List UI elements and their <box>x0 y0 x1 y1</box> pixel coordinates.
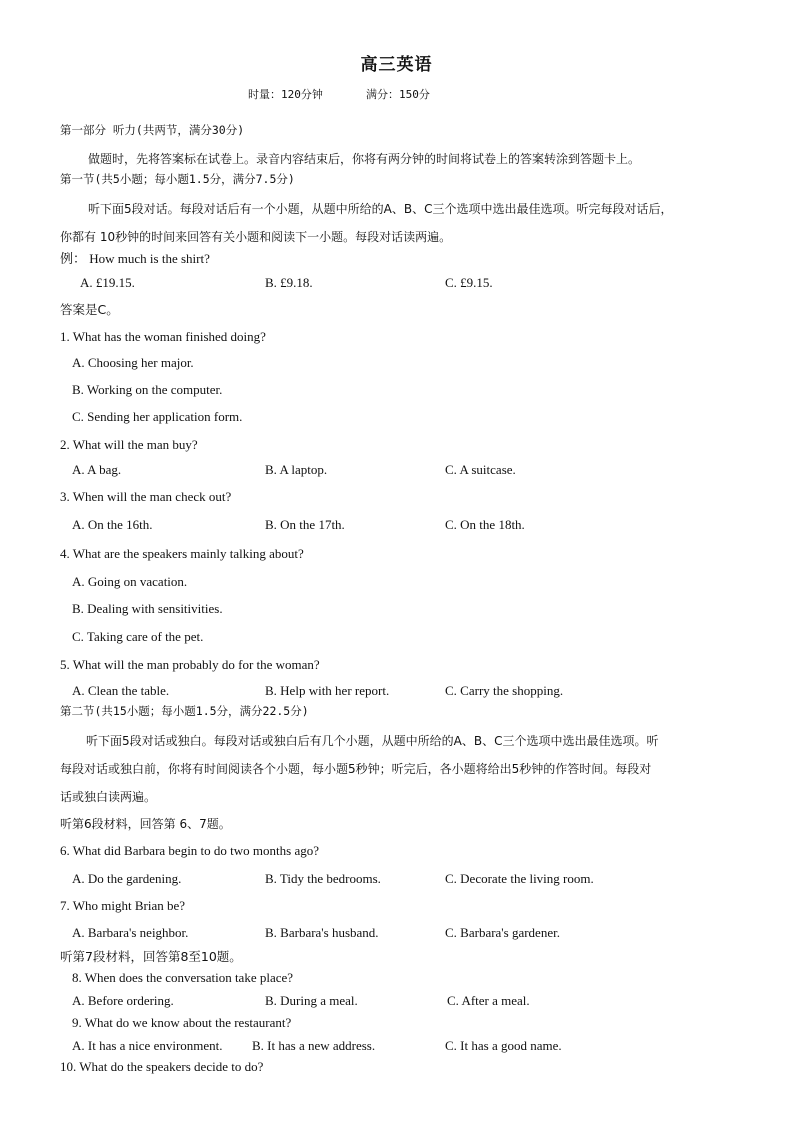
q5-option-b: B. Help with her report. <box>265 683 390 698</box>
q7-option-a: A. Barbara's neighbor. <box>72 925 189 940</box>
time-limit: 时量：120分钟 <box>248 88 323 101</box>
q1-option-b: B. Working on the computer. <box>72 382 223 397</box>
q4-option-a: A. Going on vacation. <box>72 574 188 589</box>
question-10: 10. What do the speakers decide to do? <box>60 1059 264 1074</box>
q9-option-a: A. It has a nice environment. <box>72 1038 223 1053</box>
q4-option-c: C. Taking care of the pet. <box>72 629 204 644</box>
q9-option-c: C. It has a good name. <box>445 1038 562 1053</box>
section1-instruction-line2: 你都有 10秒钟的时间来回答有关小题和阅读下一小题。每段对话读两遍。 <box>60 230 452 244</box>
q6-option-c: C. Decorate the living room. <box>445 871 594 886</box>
q2-option-c: C. A suitcase. <box>445 462 516 477</box>
section1-heading: 第一节(共5小题；每小题1.5分，满分7.5分) <box>60 172 295 186</box>
question-6: 6. What did Barbara begin to do two months ago? <box>60 843 319 858</box>
q8-option-c: C. After a meal. <box>447 993 530 1008</box>
example-question: 例： How much is the shirt? <box>60 251 210 266</box>
q4-option-b: B. Dealing with sensitivities. <box>72 601 223 616</box>
q5-option-a: A. Clean the table. <box>72 683 170 698</box>
section2-instruction-line2: 每段对话或独白前，你将有时间阅读各个小题，每小题5秒钟；听完后，各小题将给出5秒钟的作答时间。每段对 <box>60 762 652 776</box>
section2-heading: 第二节(共15小题；每小题1.5分，满分22.5分) <box>60 704 309 718</box>
q8-option-a: A. Before ordering. <box>72 993 174 1008</box>
full-score: 满分：150分 <box>366 88 430 101</box>
q6-option-b: B. Tidy the bedrooms. <box>265 871 381 886</box>
question-9: 9. What do we know about the restaurant? <box>72 1015 292 1030</box>
q6-option-a: A. Do the gardening. <box>72 871 182 886</box>
example-option-b: B. £9.18. <box>265 275 313 290</box>
question-8: 8. When does the conversation take place? <box>72 970 294 985</box>
q3-option-b: B. On the 17th. <box>265 517 345 532</box>
part1-instruction: 做题时，先将答案标在试卷上。录音内容结束后，你将有两分钟的时间将试卷上的答案转涂到答题卡上。 <box>88 152 641 166</box>
section2-instruction-line1: 听下面5段对话或独白。每段对话或独白后有几个小题，从题中所给的A、B、C三个选项中选出最佳选项。听 <box>86 734 659 748</box>
q3-option-a: A. On the 16th. <box>72 517 153 532</box>
q3-option-c: C. On the 18th. <box>445 517 525 532</box>
example-option-a: A. £19.15. <box>80 275 135 290</box>
page-title: 高三英语 <box>360 55 433 75</box>
question-4: 4. What are the speakers mainly talking about? <box>60 546 304 561</box>
example-option-c: C. £9.15. <box>445 275 493 290</box>
material-7-heading: 听第7段材料，回答第8至10题。 <box>60 949 242 964</box>
question-7: 7. Who might Brian be? <box>60 898 186 913</box>
question-5: 5. What will the man probably do for the woman? <box>60 657 320 672</box>
q2-option-a: A. A bag. <box>72 462 122 477</box>
q1-option-a: A. Choosing her major. <box>72 355 194 370</box>
q1-option-c: C. Sending her application form. <box>72 409 243 424</box>
question-3: 3. When will the man check out? <box>60 489 232 504</box>
part1-heading: 第一部分 听力(共两节，满分30分) <box>60 123 245 137</box>
q2-option-b: B. A laptop. <box>265 462 328 477</box>
q5-option-c: C. Carry the shopping. <box>445 683 564 698</box>
question-1: 1. What has the woman finished doing? <box>60 329 266 344</box>
q7-option-c: C. Barbara's gardener. <box>445 925 560 940</box>
example-answer: 答案是C。 <box>60 302 119 317</box>
question-2: 2. What will the man buy? <box>60 437 198 452</box>
q9-option-b: B. It has a new address. <box>252 1038 376 1053</box>
section2-instruction-line3: 话或独白读两遍。 <box>60 790 157 804</box>
q8-option-b: B. During a meal. <box>265 993 358 1008</box>
material-6-heading: 听第6段材料，回答第 6、7题。 <box>60 817 231 831</box>
q7-option-b: B. Barbara's husband. <box>265 925 379 940</box>
section1-instruction-line1: 听下面5段对话。每段对话后有一个小题，从题中所给的A、B、C三个选项中选出最佳选项。听完每段对话后， <box>88 202 673 216</box>
